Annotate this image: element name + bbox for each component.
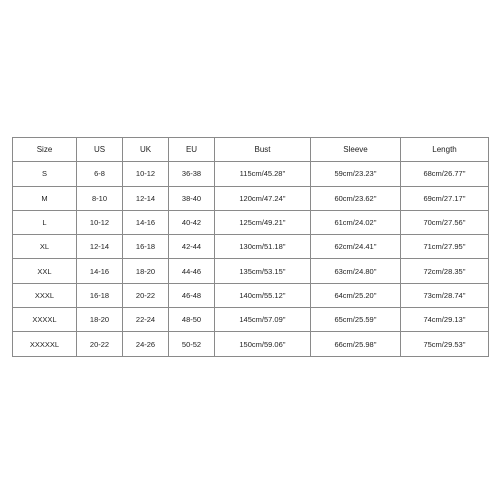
cell-uk: 18-20: [123, 259, 169, 283]
cell-length: 75cm/29.53'': [401, 332, 489, 356]
cell-length: 68cm/26.77'': [401, 162, 489, 186]
cell-us: 12-14: [77, 235, 123, 259]
cell-uk: 10-12: [123, 162, 169, 186]
cell-uk: 14-16: [123, 210, 169, 234]
cell-size: XXXXL: [13, 308, 77, 332]
cell-us: 20-22: [77, 332, 123, 356]
cell-uk: 16-18: [123, 235, 169, 259]
cell-us: 16-18: [77, 283, 123, 307]
table-row: [13, 162, 489, 186]
cell-sleeve: 59cm/23.23'': [311, 162, 401, 186]
cell-uk: 24-26: [123, 332, 169, 356]
cell-us: 10-12: [77, 210, 123, 234]
cell-length: 73cm/28.74'': [401, 283, 489, 307]
cell-us: 6-8: [77, 162, 123, 186]
cell-bust: 115cm/45.28'': [215, 162, 311, 186]
cell-length: 72cm/28.35'': [401, 259, 489, 283]
cell-length: 74cm/29.13'': [401, 308, 489, 332]
cell-bust: 125cm/49.21'': [215, 210, 311, 234]
column-header-bust: Bust: [215, 138, 311, 162]
size-chart-table: [12, 137, 489, 357]
table-row: [13, 308, 489, 332]
cell-eu: 44-46: [169, 259, 215, 283]
cell-uk: 22-24: [123, 308, 169, 332]
cell-eu: 36-38: [169, 162, 215, 186]
cell-size: XXXL: [13, 283, 77, 307]
table-row: [13, 332, 489, 356]
cell-eu: 46-48: [169, 283, 215, 307]
cell-sleeve: 65cm/25.59'': [311, 308, 401, 332]
header-row: [13, 138, 489, 162]
cell-bust: 135cm/53.15'': [215, 259, 311, 283]
cell-sleeve: 63cm/24.80'': [311, 259, 401, 283]
table-row: [13, 210, 489, 234]
cell-length: 69cm/27.17'': [401, 186, 489, 210]
cell-us: 14-16: [77, 259, 123, 283]
cell-sleeve: 64cm/25.20'': [311, 283, 401, 307]
cell-bust: 140cm/55.12'': [215, 283, 311, 307]
column-header-eu: EU: [169, 138, 215, 162]
column-header-us: US: [77, 138, 123, 162]
cell-length: 70cm/27.56'': [401, 210, 489, 234]
cell-eu: 38-40: [169, 186, 215, 210]
cell-eu: 40-42: [169, 210, 215, 234]
cell-bust: 145cm/57.09'': [215, 308, 311, 332]
table-row: [13, 283, 489, 307]
cell-sleeve: 66cm/25.98'': [311, 332, 401, 356]
cell-uk: 12-14: [123, 186, 169, 210]
cell-size: L: [13, 210, 77, 234]
column-header-length: Length: [401, 138, 489, 162]
column-header-sleeve: Sleeve: [311, 138, 401, 162]
table-row: [13, 259, 489, 283]
cell-bust: 120cm/47.24'': [215, 186, 311, 210]
cell-size: XXXXXL: [13, 332, 77, 356]
cell-eu: 48-50: [169, 308, 215, 332]
cell-sleeve: 60cm/23.62'': [311, 186, 401, 210]
column-header-uk: UK: [123, 138, 169, 162]
cell-uk: 20-22: [123, 283, 169, 307]
table-row: [13, 186, 489, 210]
cell-eu: 42-44: [169, 235, 215, 259]
cell-sleeve: 62cm/24.41'': [311, 235, 401, 259]
cell-size: XXL: [13, 259, 77, 283]
cell-bust: 130cm/51.18'': [215, 235, 311, 259]
size-chart-body: [13, 162, 489, 356]
cell-size: XL: [13, 235, 77, 259]
cell-us: 18-20: [77, 308, 123, 332]
cell-size: M: [13, 186, 77, 210]
table-row: [13, 235, 489, 259]
cell-bust: 150cm/59.06'': [215, 332, 311, 356]
cell-length: 71cm/27.95'': [401, 235, 489, 259]
column-header-size: Size: [13, 138, 77, 162]
cell-sleeve: 61cm/24.02'': [311, 210, 401, 234]
cell-us: 8-10: [77, 186, 123, 210]
cell-size: S: [13, 162, 77, 186]
cell-eu: 50-52: [169, 332, 215, 356]
